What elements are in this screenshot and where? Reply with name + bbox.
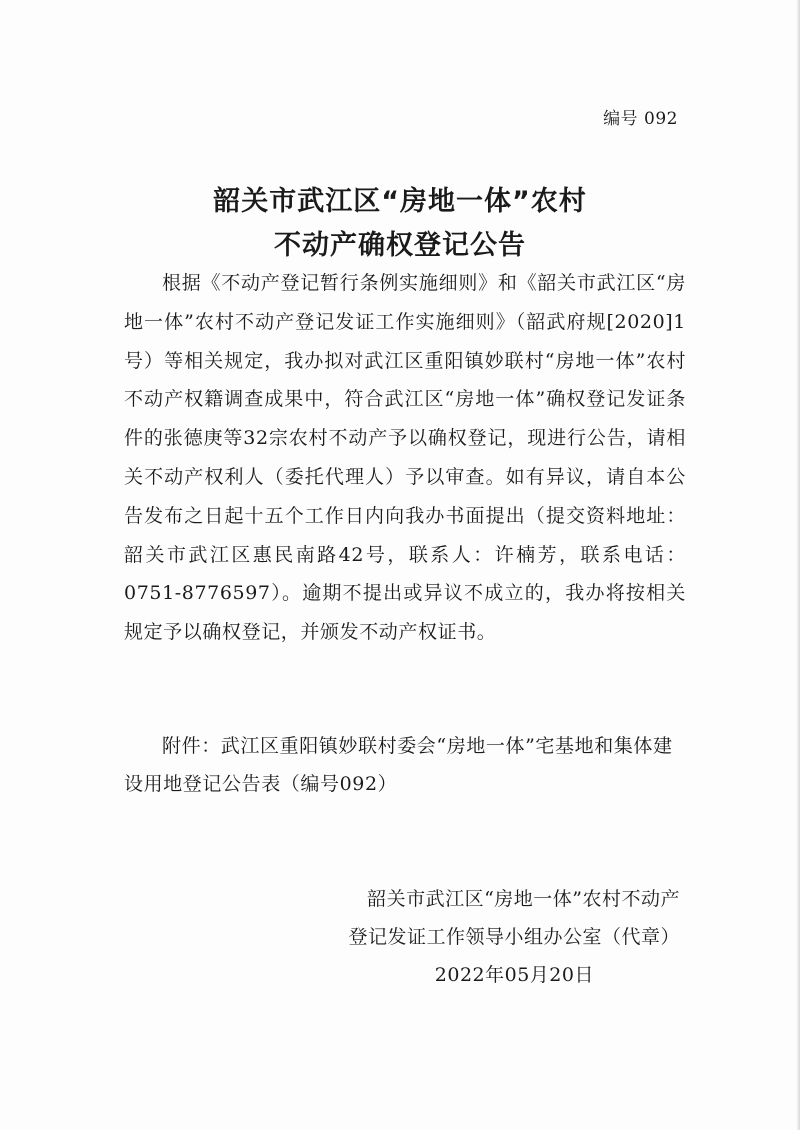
attachment-note: 附件：武江区重阳镇妙联村委会“房地一体”宅基地和集体建设用地登记公告表（编号092） [124,735,673,795]
announcement-body: 根据《不动产登记暂行条例实施细则》和《韶关市武江区“房地一体”农村不动产登记发证工作实施细则》（韶武府规[2020]1号）等相关规定，我办拟对武江区重阳镇妙联村“房地一体”农村不动产权籍调查成果中，符合武江区“房地一体”确权登记发证条件的张德庚等32宗农村不动产予以确权登记，现进行公告，请相关不动产权利人（委托代理人）予以审查。如有异议，请自本公告发布之日起十五个工作日内向我办书面提出（提交资料地址：韶关市武江区惠民南路42号，联系人：许楠芳，联系电话：0751-8776597）。逾期不提出或异议不成立的，我办将按相关规定予以确权登记，并颁发不动产权证书。 [124,272,686,644]
document-title [0,180,800,268]
signature-org-line-1: 韶关市武江区“房地一体”农村不动产 [367,888,680,910]
signature-block [310,880,680,994]
signature-org-line-2: 登记发证工作领导小组办公室（代章） [348,926,680,948]
title-line-2: 不动产确权登记公告 [274,230,526,261]
scan-edge-shadow [796,0,800,1130]
document-number: 编号 092 [603,109,678,129]
title-line-1: 韶关市武江区“房地一体”农村 [213,186,587,217]
signature-date: 2022年05月20日 [434,964,594,986]
